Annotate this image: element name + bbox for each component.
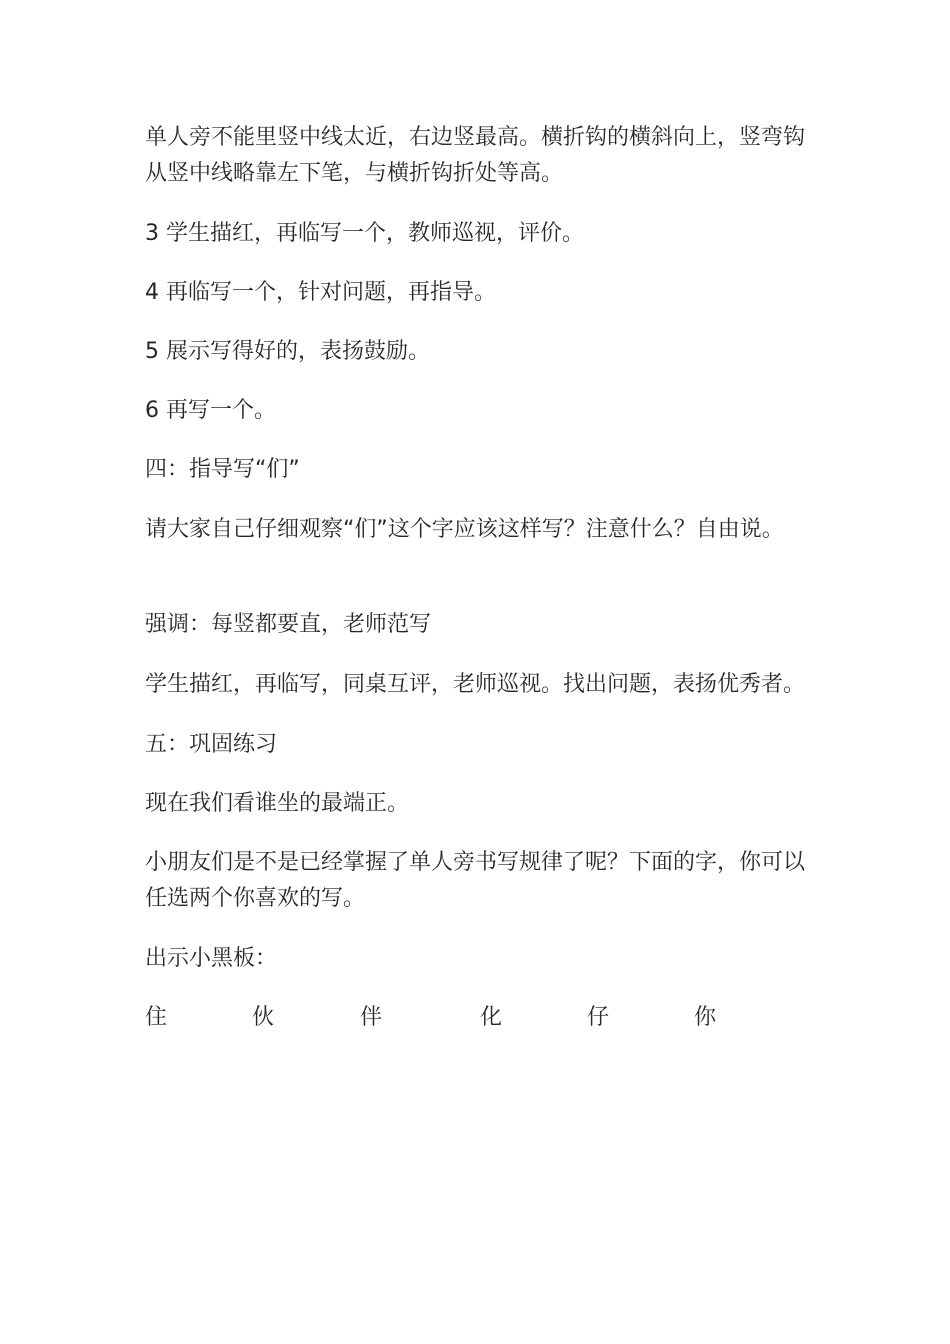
practice-character: 化	[480, 1005, 503, 1030]
paragraph-choose-characters: 小朋友们是不是已经掌握了单人旁书写规律了呢？下面的字，你可以任选两个你喜欢的写。	[145, 850, 806, 911]
paragraph-observe-men: 请大家自己仔细观察“们”这个字应该这样写？注意什么？自由说。	[145, 517, 784, 542]
practice-character: 伙	[252, 1005, 275, 1030]
paragraph-stroke-guidance: 单人旁不能里竖中线太近，右边竖最高。横折钩的横斜向上，竖弯钩从竖中线略靠左下笔，与横折钩折处等高。	[145, 125, 806, 186]
paragraph-step-4: 4 再临写一个，针对问题，再指导。	[145, 280, 496, 305]
paragraph-posture: 现在我们看谁坐的最端正。	[145, 791, 410, 816]
paragraph-step-5: 5 展示写得好的，表扬鼓励。	[145, 339, 430, 364]
section-heading-5: 五：巩固练习	[145, 732, 278, 757]
practice-character: 仔	[587, 1005, 610, 1030]
practice-character: 你	[694, 1005, 717, 1030]
practice-character: 住	[145, 1005, 168, 1030]
paragraph-blackboard: 出示小黑板：	[145, 946, 278, 971]
paragraph-student-practice: 学生描红，再临写，同桌互评，老师巡视。找出问题，表扬优秀者。	[145, 672, 806, 697]
practice-character-row	[145, 1000, 815, 1036]
paragraph-step-6: 6 再写一个。	[145, 398, 276, 423]
practice-character: 伴	[360, 1005, 383, 1030]
section-heading-4: 四：指导写“们”	[145, 457, 300, 482]
paragraph-emphasis: 强调：每竖都要直，老师范写	[145, 612, 432, 637]
paragraph-step-3: 3 学生描红，再临写一个，教师巡视，评价。	[145, 221, 584, 246]
